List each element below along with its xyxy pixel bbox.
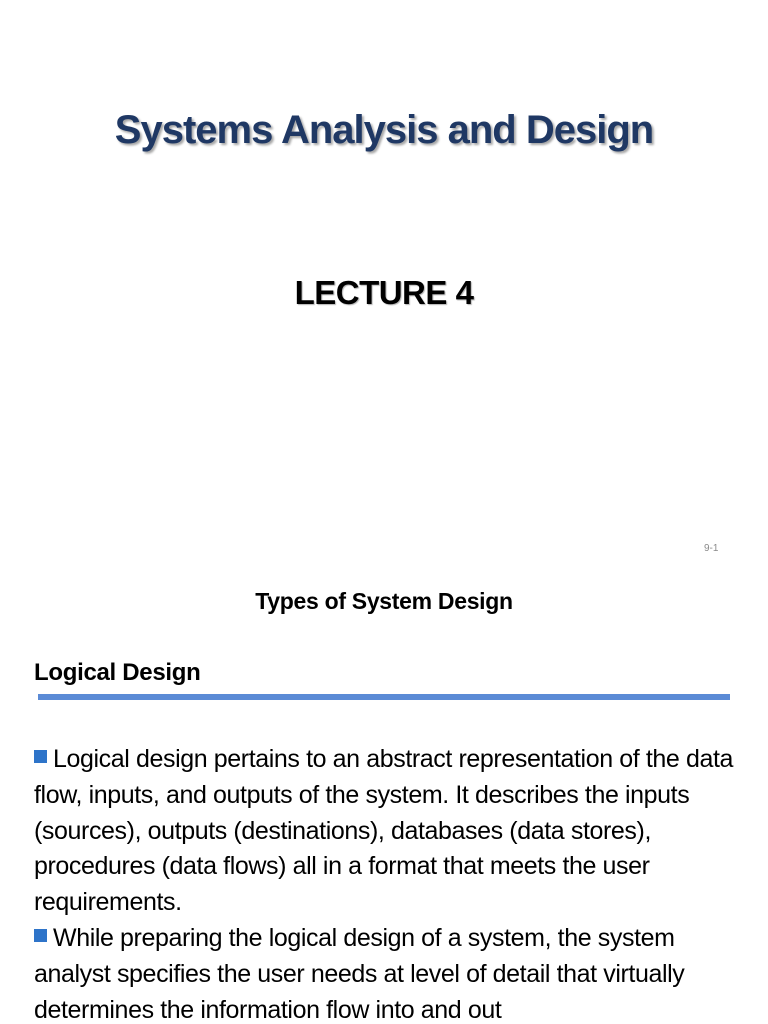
slide-number: 9-1 (704, 543, 719, 554)
body-text (34, 742, 752, 1024)
section-heading: Logical Design (34, 659, 201, 686)
heading-divider (38, 694, 730, 700)
slide-title: Systems Analysis and Design (114, 108, 654, 152)
bullet-text: While preparing the logical design of a system, the system analyst specifies the user needs at level of detail that virtually determines the information flow into and out (34, 923, 685, 1024)
lecture-subtitle: LECTURE 4 (294, 274, 474, 311)
content-slide-title: Types of System Design (255, 588, 513, 614)
bullet-paragraph (34, 742, 752, 921)
square-bullet-icon (34, 929, 47, 942)
bullet-paragraph (34, 921, 752, 1024)
square-bullet-icon (34, 750, 47, 763)
content-slide (0, 576, 768, 1024)
bullet-text: Logical design pertains to an abstract representation of the data flow, inputs, and outputs of the system. It describes the inputs (sources), outputs (destinations), databases (data stores), procedures (data flows) all in a format that meets the user requirements. (34, 745, 734, 917)
